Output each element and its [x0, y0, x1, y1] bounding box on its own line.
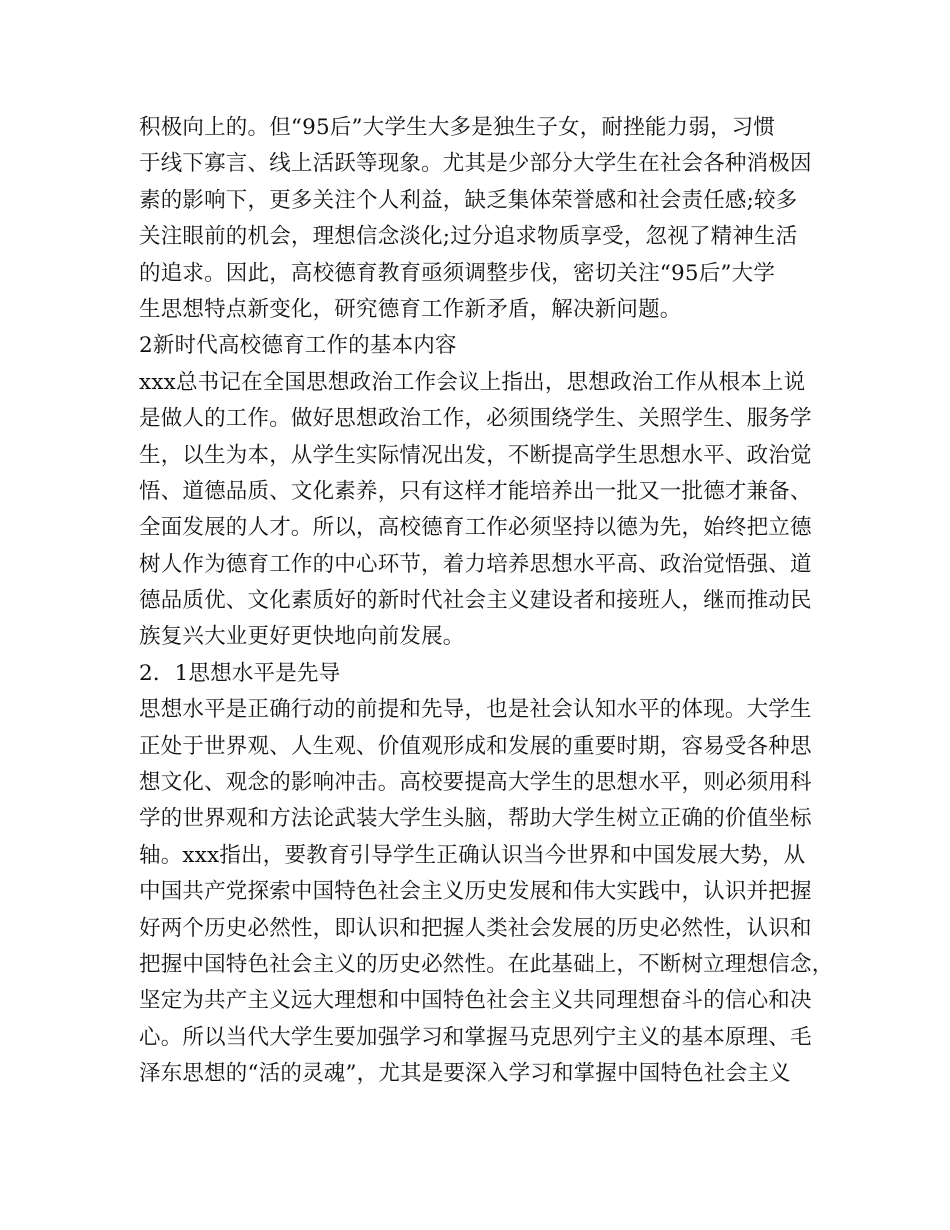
text-line: 关注眼前的机会，理想信念淡化;过分追求物质享受，忽视了精神生活	[139, 224, 798, 250]
text-line: 正处于世界观、人生观、价值观形成和发展的重要时期，容易受各种思	[139, 733, 812, 759]
text-line: 树人作为德育工作的中心环节，着力培养思想水平高、政治觉悟强、道	[139, 551, 812, 577]
text-line: 好两个历史必然性，即认识和把握人类社会发展的历史必然性，认识和	[139, 915, 812, 941]
text-line: 把握中国特色社会主义的历史必然性。在此基础上，不断树立理想信念，	[139, 951, 834, 977]
text-line: 坚定为共产主义远大理想和中国特色社会主义共同理想奋斗的信心和决	[139, 988, 812, 1014]
text-line: 学的世界观和方法论武装大学生头脑，帮助大学生树立正确的价值坐标	[139, 806, 812, 832]
text-line: 想文化、观念的影响冲击。高校要提高大学生的思想水平，则必须用科	[139, 770, 812, 796]
subsection-heading: 2．1思想水平是先导	[139, 660, 341, 686]
text-line: 是做人的工作。做好思想政治工作，必须围绕学生、关照学生、服务学	[139, 406, 812, 432]
text-line: 的追求。因此，高校德育教育亟须调整步伐，密切关注“95后”大学	[139, 260, 776, 286]
section-heading: 2新时代高校德育工作的基本内容	[139, 333, 457, 359]
text-line: 心。所以当代大学生要加强学习和掌握马克思列宁主义的基本原理、毛	[139, 1024, 812, 1050]
document-body	[139, 110, 834, 1093]
text-line: 积极向上的。但“95后”大学生大多是独生子女，耐挫能力弱，习惯	[139, 115, 776, 140]
text-line: xxx总书记在全国思想政治工作会议上指出，思想政治工作从根本上说	[139, 369, 806, 395]
text-line: 于线下寡言、线上活跃等现象。尤其是少部分大学生在社会各种消极因	[139, 151, 812, 177]
text-line: 中国共产党探索中国特色社会主义历史发展和伟大实践中，认识并把握	[139, 879, 812, 905]
text-line: 思想水平是正确行动的前提和先导，也是社会认知水平的体现。大学生	[139, 697, 812, 723]
text-line: 素的影响下，更多关注个人利益，缺乏集体荣誉感和社会责任感;较多	[139, 187, 798, 213]
text-line: 泽东思想的“活的灵魂”，尤其是要深入学习和掌握中国特色社会主义	[139, 1061, 791, 1087]
text-line: 生思想特点新变化，研究德育工作新矛盾，解决新问题。	[139, 296, 682, 322]
text-line: 生，以生为本，从学生实际情况出发，不断提高学生思想水平、政治觉	[139, 442, 812, 468]
text-line: 轴。xxx指出，要教育引导学生正确认识当今世界和中国发展大势，从	[139, 842, 806, 868]
text-line: 悟、道德品质、文化素养，只有这样才能培养出一批又一批德才兼备、	[139, 478, 812, 504]
text-line: 德品质优、文化素质好的新时代社会主义建设者和接班人，继而推动民	[139, 588, 812, 614]
text-line: 族复兴大业更好更快地向前发展。	[139, 624, 465, 650]
text-line: 全面发展的人才。所以，高校德育工作必须坚持以德为先，始终把立德	[139, 515, 812, 541]
